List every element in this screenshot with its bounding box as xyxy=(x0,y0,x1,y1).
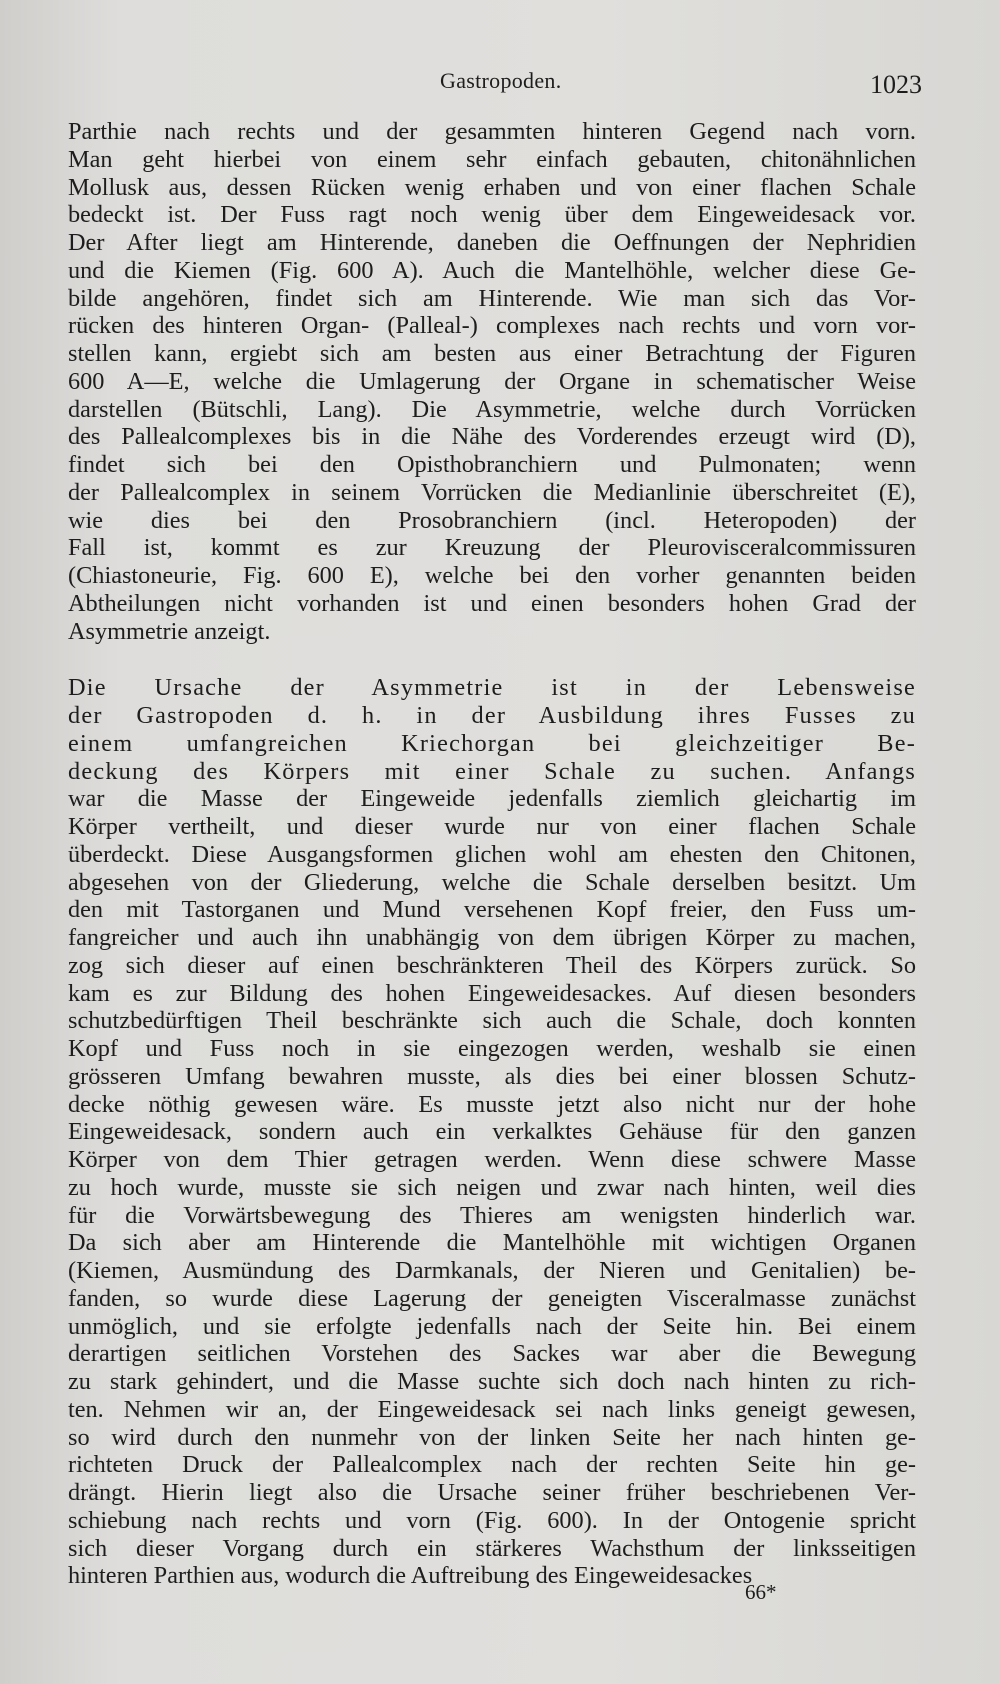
text-line: Mollusk aus, dessen Rücken wenig erhaben und von einer flachen Schale xyxy=(68,173,916,201)
signature-mark: 66* xyxy=(745,1580,777,1604)
text-line: Körper vertheilt, und dieser wurde nur von einer flachen Schale xyxy=(68,813,916,840)
page-number: 1023 xyxy=(870,70,922,99)
running-head: Gastropoden. xyxy=(440,68,562,93)
text-line: hinteren Parthien aus, wodurch die Auftreibung des Eingeweidesackes xyxy=(68,1562,753,1590)
text-line: schiebung nach rechts und vorn (Fig. 600). In der Ontogenie spricht xyxy=(68,1506,916,1534)
text-line: stellen kann, ergiebt sich am besten aus einer Betrachtung der Figuren xyxy=(68,340,916,367)
text-line: abgesehen von der Gliederung, welche die Schale derselben besitzt. Um xyxy=(68,868,916,896)
body-text xyxy=(68,118,916,1590)
text-line: Man geht hierbei von einem sehr einfach gebauten, chitonähnlichen xyxy=(68,145,916,173)
text-line: überdeckt. Diese Ausgangsformen glichen wohl am ehesten den Chitonen, xyxy=(68,840,916,868)
text-line: (Chiastoneurie, Fig. 600 E), welche bei den vorher genannten beiden xyxy=(68,562,916,589)
text-line: des Pallealcomplexes bis in die Nähe des Vorderendes erzeugt wird (D), xyxy=(68,423,916,451)
text-line: fanden, so wurde diese Lagerung der geneigten Visceralmasse zunächst xyxy=(68,1284,916,1312)
text-line: wie dies bei den Prosobranchiern (incl. Heteropoden) der xyxy=(68,506,916,534)
text-line: Da sich aber am Hinterende die Mantelhöhle mit wichtigen Organen xyxy=(68,1229,916,1257)
text-line: zu stark gehindert, und die Masse suchte sich doch nach hinten zu rich- xyxy=(68,1368,916,1395)
text-line: schutzbedürftigen Theil beschränkte sich auch die Schale, doch konnten xyxy=(68,1007,916,1035)
text-line: (Kiemen, Ausmündung des Darmkanals, der Nieren und Genitalien) be- xyxy=(68,1257,916,1284)
text-line: darstellen (Bütschli, Lang). Die Asymmetrie, welche durch Vorrücken xyxy=(68,395,916,423)
text-line: findet sich bei den Opisthobranchiern und Pulmonaten; wenn xyxy=(68,451,916,478)
text-line: kam es zur Bildung des hohen Eingeweidesackes. Auf diesen besonders xyxy=(68,979,916,1007)
text-line: Asymmetrie anzeigt. xyxy=(68,617,271,645)
text-line: und die Kiemen (Fig. 600 A). Auch die Mantelhöhle, welcher diese Ge- xyxy=(68,256,916,284)
text-line: ten. Nehmen wir an, der Eingeweidesack sei nach links geneigt gewesen, xyxy=(68,1395,916,1423)
text-line: sich dieser Vorgang durch ein stärkeres Wachsthum der linksseitigen xyxy=(68,1534,916,1562)
paragraph-1 xyxy=(68,118,916,645)
text-line: drängt. Hierin liegt also die Ursache seiner früher beschriebenen Ver- xyxy=(68,1479,916,1506)
text-line: zog sich dieser auf einen beschränkteren Theil des Körpers zurück. So xyxy=(68,951,916,979)
text-line: den mit Tastorganen und Mund versehenen Kopf freier, den Fuss um- xyxy=(68,896,916,924)
text-line: Körper von dem Thier getragen werden. Wenn diese schwere Masse xyxy=(68,1146,916,1173)
text-line: der Gastropoden d. h. in der Ausbildung ihres Fusses zu xyxy=(68,702,916,729)
text-line: grösseren Umfang bewahren musste, als dies bei einer blossen Schutz- xyxy=(68,1062,916,1090)
text-line: Parthie nach rechts und der gesammten hinteren Gegend nach vorn. xyxy=(68,118,916,145)
text-line: unmöglich, und sie erfolgte jedenfalls nach der Seite hin. Bei einem xyxy=(68,1312,916,1340)
text-line: für die Vorwärtsbewegung des Thieres am wenigsten hinderlich war. xyxy=(68,1201,916,1229)
text-line: Fall ist, kommt es zur Kreuzung der Pleurovisceralcommissuren xyxy=(68,534,916,562)
paragraph-2 xyxy=(68,674,916,1590)
text-line: zu hoch wurde, musste sie sich neigen und zwar nach hinten, weil dies xyxy=(68,1173,916,1201)
text-line: fangreicher und auch ihn unabhängig von dem übrigen Körper zu machen, xyxy=(68,924,916,951)
text-line: der Pallealcomplex in seinem Vorrücken die Medianlinie überschreitet (E), xyxy=(68,478,916,506)
text-line: war die Masse der Eingeweide jedenfalls ziemlich gleichartig im xyxy=(68,785,916,813)
paragraph-gap xyxy=(68,645,916,674)
text-line: bedeckt ist. Der Fuss ragt noch wenig über dem Eingeweidesack vor. xyxy=(68,201,916,229)
text-line: 600 A—E, welche die Umlagerung der Organe in schematischer Weise xyxy=(68,367,916,395)
text-line: bilde angehören, findet sich am Hinterende. Wie man sich das Vor- xyxy=(68,284,916,312)
text-line: richteten Druck der Pallealcomplex nach der rechten Seite hin ge- xyxy=(68,1451,916,1479)
text-line: derartigen seitlichen Vorstehen des Sackes war aber die Bewegung xyxy=(68,1340,916,1368)
text-line: Abtheilungen nicht vorhanden ist und einen besonders hohen Grad der xyxy=(68,589,916,617)
text-line: einem umfangreichen Kriechorgan bei gleichzeitiger Be- xyxy=(68,729,916,757)
text-line: Die Ursache der Asymmetrie ist in der Lebensweise xyxy=(68,674,916,702)
text-line: so wird durch den nunmehr von der linken Seite her nach hinten ge- xyxy=(68,1423,916,1451)
text-line: Eingeweidesack, sondern auch ein verkalktes Gehäuse für den ganzen xyxy=(68,1118,916,1146)
text-line: Kopf und Fuss noch in sie eingezogen werden, weshalb sie einen xyxy=(68,1035,916,1062)
text-line: decke nöthig gewesen wäre. Es musste jetzt also nicht nur der hohe xyxy=(68,1090,916,1118)
text-line: rücken des hinteren Organ- (Palleal-) complexes nach rechts und vorn vor- xyxy=(68,312,916,340)
text-line: deckung des Körpers mit einer Schale zu suchen. Anfangs xyxy=(68,757,916,785)
text-line: Der After liegt am Hinterende, daneben die Oeffnungen der Nephridien xyxy=(68,229,916,256)
